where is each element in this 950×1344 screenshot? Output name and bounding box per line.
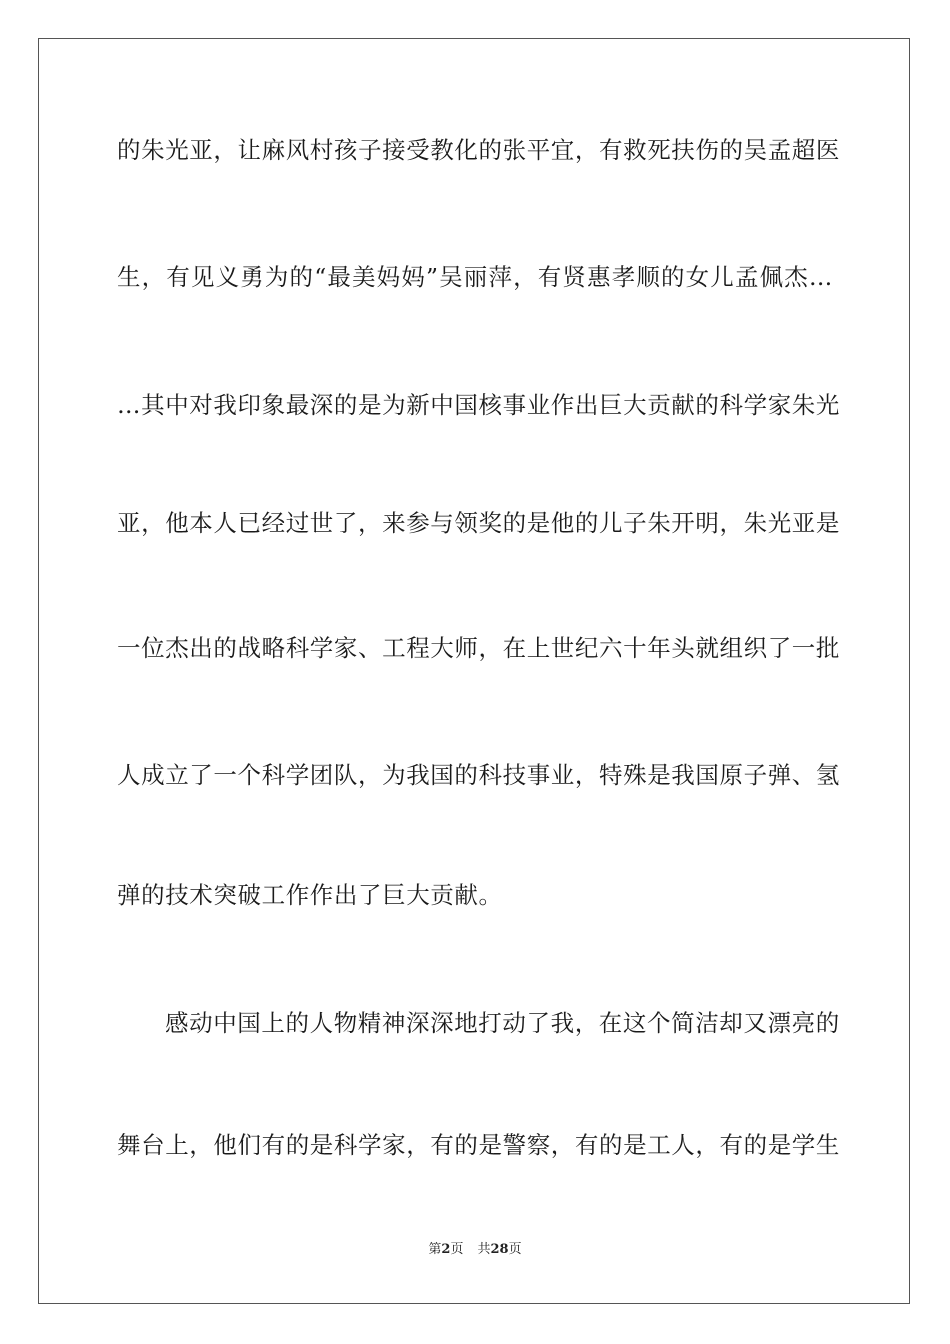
text-line: 生，有见义勇为的“最美妈妈”吴丽萍，有贤惠孝顺的女儿孟佩杰…	[117, 263, 833, 291]
page-prefix: 第	[428, 1242, 442, 1257]
total-pages: 28	[490, 1242, 509, 1257]
page-number: 2	[441, 1242, 451, 1257]
text-line: …其中对我印象最深的是为新中国核事业作出巨大贡献的科学家朱光	[117, 391, 840, 419]
text-line: 人成立了一个科学团队，为我国的科技事业，特殊是我国原子弹、氢	[117, 761, 840, 789]
page-footer	[0, 1242, 950, 1258]
total-suffix: 页	[508, 1242, 522, 1257]
page-suffix: 页	[450, 1242, 464, 1257]
text-line-paragraph-start: 感动中国上的人物精神深深地打动了我，在这个简洁却又漂亮的	[165, 1009, 840, 1037]
text-line-paragraph-end: 弹的技术突破工作作出了巨大贡献。	[117, 881, 503, 909]
page-border	[38, 38, 910, 1304]
text-line: 一位杰出的战略科学家、工程大师，在上世纪六十年头就组织了一批	[117, 634, 840, 662]
text-line: 的朱光亚，让麻风村孩子接受教化的张平宜，有救死扶伤的吴孟超医	[117, 136, 840, 164]
text-line: 亚，他本人已经过世了，来参与领奖的是他的儿子朱开明，朱光亚是	[117, 509, 840, 537]
text-line: 舞台上，他们有的是科学家，有的是警察，有的是工人，有的是学生	[117, 1131, 840, 1159]
total-prefix: 共	[477, 1242, 491, 1257]
